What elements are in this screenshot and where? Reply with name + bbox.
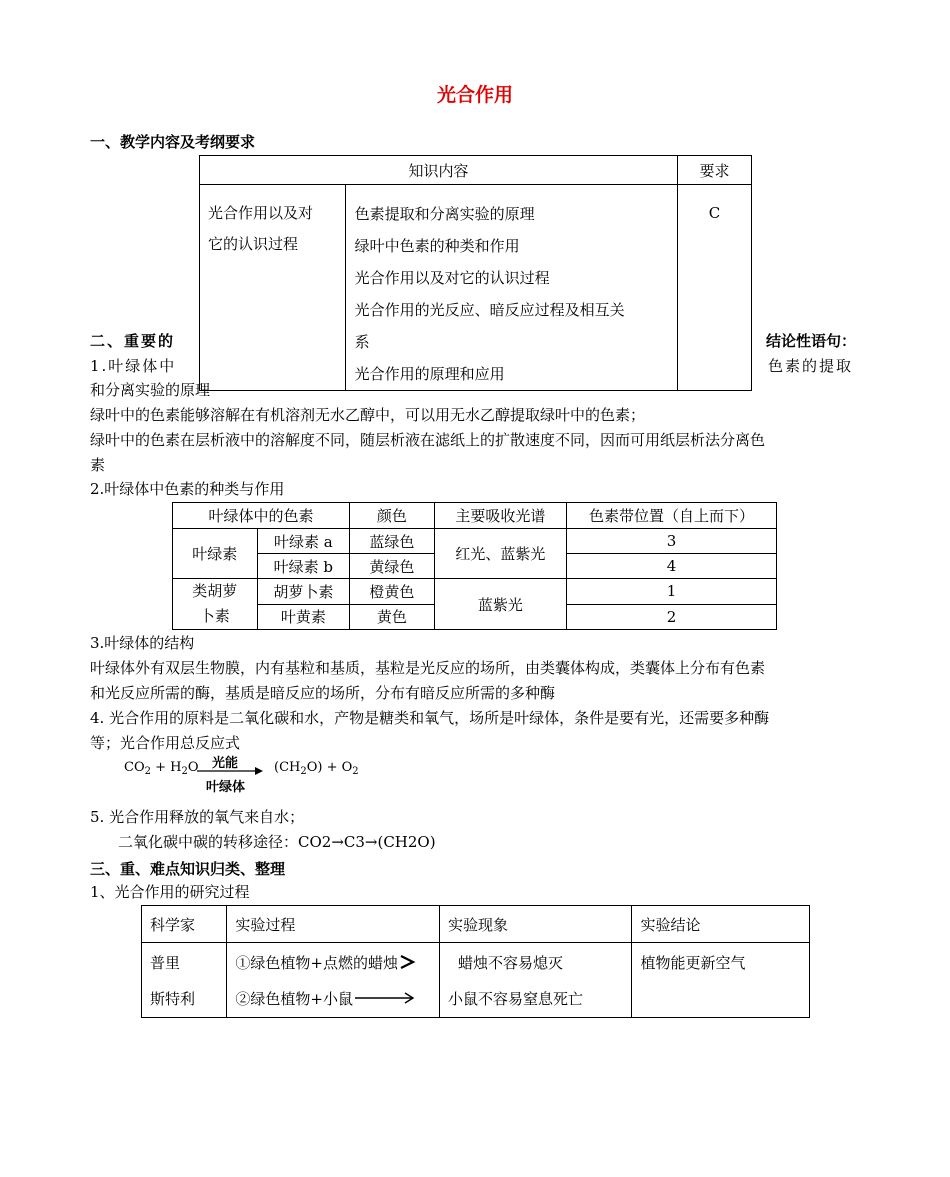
pt-pos: 2 (567, 604, 777, 630)
pt-header: 色素带位置（自上而下） (567, 503, 777, 529)
pt-header: 主要吸收光谱 (434, 503, 566, 529)
topic-line: 光合作用以及对 (208, 204, 314, 222)
section3-heading: 三、重、难点知识归类、整理 (90, 860, 286, 878)
p5-a: 5. 光合作用释放的氧气来自水； (90, 808, 305, 826)
pt-pos: 1 (567, 579, 777, 605)
rt-header: 科学家 (142, 906, 227, 943)
rt-observation-line: 蜡烛不容易熄灭 (458, 954, 564, 972)
p3-b: 和光反应所需的酶，基质是暗反应的场所，分布有暗反应所需的多种酶 (90, 684, 556, 702)
p1-b: 绿叶中的色素在层析液中的溶解度不同，随层析液在滤纸上的扩散速度不同，因而可用纸层析法分离色 (90, 431, 766, 449)
pt-spectrum: 蓝紫光 (434, 579, 566, 630)
header-knowledge: 知识内容 (200, 156, 678, 185)
knowledge-item: 光合作用的原理和应用 (354, 365, 505, 383)
section1-heading: 一、教学内容及考纲要求 (90, 133, 256, 151)
pt-name: 叶绿素 b (257, 554, 350, 579)
knowledge-item: 绿叶中色素的种类和作用 (354, 237, 520, 255)
rt-process-line (235, 981, 439, 1017)
pt-color: 橙黄色 (350, 579, 435, 605)
rt-process (227, 943, 440, 1018)
eq-below-label: 叶绿体 (206, 780, 246, 795)
eq-o2: O) + O (306, 760, 353, 775)
rt-scientist-line: 普里 (150, 954, 181, 972)
pt-header: 颜色 (350, 503, 435, 529)
header-requirement: 要求 (678, 156, 752, 185)
arrow-icon (398, 955, 416, 969)
rt-process-line (235, 945, 439, 981)
p3-a: 叶绿体外有双层生物膜，内有基粒和基质，基粒是光反应的场所，由类囊体构成，类囊体上分布有色素 (90, 659, 766, 677)
arrow-icon (353, 991, 415, 1005)
eq-sub: 2 (352, 766, 359, 777)
pt-name: 胡萝卜素 (257, 579, 350, 605)
research-table (141, 905, 810, 1018)
pigment-table (172, 502, 777, 630)
pt-name: 叶黄素 (257, 604, 350, 630)
s3-p1: 1、光合作用的研究过程 (90, 883, 250, 901)
rt-conclusion: 植物能更新空气 (632, 943, 810, 1018)
pt-group (173, 579, 258, 630)
pt-pos: 4 (567, 554, 777, 579)
p4-b: 等；光合作用总反应式 (90, 734, 241, 752)
pt-group-line: 卜素 (199, 607, 230, 625)
p1-c: 素 (90, 456, 106, 474)
eq-above-label: 光能 (212, 756, 239, 771)
pt-pos: 3 (567, 529, 777, 554)
requirement-cell: C (678, 185, 752, 391)
p2-heading: 2.叶绿体中色素的种类与作用 (90, 480, 285, 498)
rt-header: 实验现象 (440, 906, 632, 943)
page-title: 光合作用 (436, 84, 513, 106)
knowledge-item: 光合作用的光反应、暗反应过程及相互关 (354, 301, 625, 319)
pt-group: 叶绿素 (173, 529, 258, 579)
p1-a: 绿叶中的色素能够溶解在有机溶剂无水乙醇中，可以用无水乙醇提取绿叶中的色素； (90, 406, 646, 424)
pt-color: 蓝绿色 (350, 529, 435, 554)
syllabus-table (199, 155, 752, 391)
knowledge-item: 色素提取和分离实验的原理 (354, 205, 535, 223)
eq-sub: 2 (144, 766, 151, 777)
eq-co2: CO (124, 760, 145, 775)
pt-spectrum: 红光、蓝紫光 (434, 529, 566, 579)
pt-color: 黄色 (350, 604, 435, 630)
eq-plus: + H (155, 760, 182, 775)
reaction-arrow-icon (197, 766, 263, 776)
eq-ch: (CH (274, 760, 301, 775)
eq-sub: 2 (300, 766, 307, 777)
rt-header: 实验结论 (632, 906, 810, 943)
p5-b: 二氧化碳中碳的转移途径：CO2→C3→(CH2O) (118, 833, 436, 851)
p1-left: 1.叶绿体中 (90, 357, 177, 375)
knowledge-item: 系 (354, 333, 370, 351)
topic-cell (200, 185, 346, 391)
rt-process-text: ②绿色植物+小鼠 (235, 990, 353, 1008)
rt-observation-line: 小鼠不容易窒息死亡 (448, 990, 584, 1008)
section2-heading: 二、重要的 (90, 332, 176, 350)
p1-right: 色素的提取 (768, 357, 854, 375)
rt-observation (440, 943, 632, 1018)
pt-name: 叶绿素 a (257, 529, 350, 554)
topic-line: 它的认识过程 (208, 235, 299, 253)
p3-heading: 3.叶绿体的结构 (90, 634, 195, 652)
eq-o: O (187, 760, 199, 775)
pt-header: 叶绿体中的色素 (173, 503, 350, 529)
knowledge-item: 光合作用以及对它的认识过程 (354, 269, 550, 287)
equation (124, 760, 199, 777)
rt-scientist (142, 943, 227, 1018)
p4-a: 4. 光合作用的原料是二氧化碳和水，产物是糖类和氧气，场所是叶绿体，条件是要有光，还需要多种酶 (90, 709, 770, 727)
eq-product (274, 760, 359, 777)
rt-process-text: ①绿色植物+点燃的蜡烛 (235, 954, 398, 972)
rt-header: 实验过程 (227, 906, 440, 943)
rt-scientist-line: 斯特利 (150, 990, 196, 1008)
section2-heading-right: 结论性语句： (766, 332, 857, 350)
eq-sub: 2 (181, 766, 188, 777)
pt-color: 黄绿色 (350, 554, 435, 579)
items-cell (345, 185, 677, 391)
p1-cont: 和分离实验的原理 (90, 381, 211, 399)
pt-group-line: 类胡萝 (192, 582, 238, 600)
